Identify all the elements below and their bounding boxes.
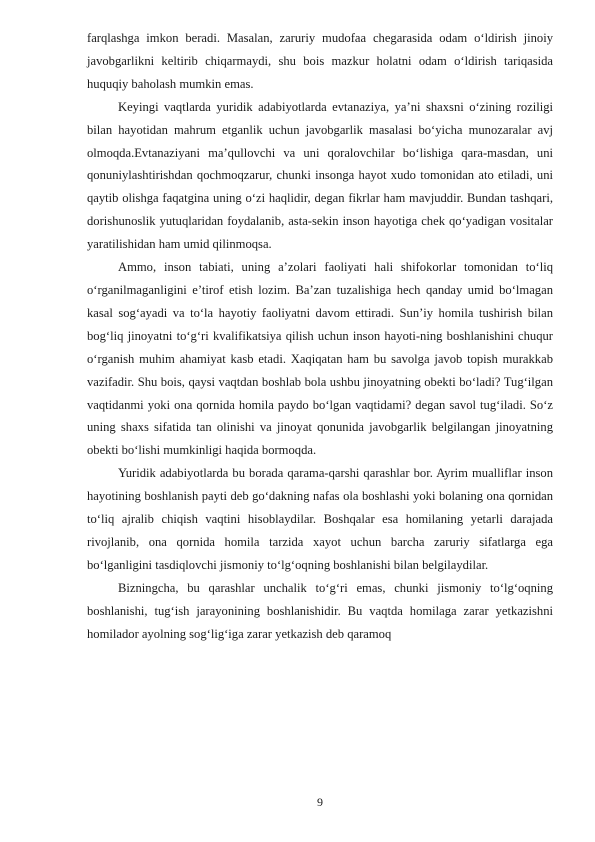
paragraph-2: Keyingi vaqtlarda yuridik adabiyotlarda evtanaziya, ya’ni shaxsni o‘zining roziligi bilan hayotidan mahrum etganlik uchun javobgarlik masalasi bo‘yicha munozaralar avj olmoqda.Evtanaziyani ma’qullovchi va uni qoralovchilar bo‘lishiga qara-masdan, uni qonuniylashtirishdan qochmoqzarur, chunki insonga hayot xudo tomonidan ato etiladi, uni qaytib olishga faqatgina uning o‘zi haqlidir, degan fikrlar ham mavjuddir. Bundan tashqari, dorishunoslik yutuqlaridan foydalanib, asta-sekin inson hayotiga chek qo‘yadigan vositalar yaratilishidan ham umid qilinmoqsa. bbox=[87, 99, 553, 252]
paragraph-4: Yuridik adabiyotlarda bu borada qarama-qarshi qarashlar bor. Ayrim mualliflar inson hayotining boshlanish payti deb go‘dakning nafas ola boshlashi yoki bolaning ona qornidan to‘liq ajralib chiqish vaqtini hisoblaydilar. Boshqalar esa homilaning yetarli darajada rivojlanib, ona qornida homila tarzida xayot uchun barcha zaruriy sifatlarga ega bo‘lganligini tasdiqlovchi jismoniy to‘lg‘oqning boshlanishi bilan belgilaydilar. bbox=[87, 466, 553, 572]
paragraph-1: farqlashga imkon beradi. Masalan, zaruriy mudofaa chegarasida odam o‘ldirish jinoiy javobgarlikni keltirib chiqarmaydi, shu bois mazkur holatni odam o‘ldirish tariqasida huquqiy baholash mumkin emas. bbox=[87, 31, 553, 91]
paragraph-3: Ammo, inson tabiati, uning a’zolari faoliyati hali shifokorlar tomonidan to‘liq o‘rganilmaganligini e’tirof etish lozim. Ba’zan tuzalishiga hech qanday umid bo‘lmagan kasal sog‘ayadi va to‘la hayotiy faoliyatni davom ettiradi. Sun’iy homila tushirish bilan bog‘liq jinoyatni to‘g‘ri kvalifikatsiya qilish uchun inson hayoti-ning boshlanishini chuqur o‘rganish muhim ahamiyat kasb etadi. Xaqiqatan ham bu savolga javob topish murakkab vazifadir. Shu bois, qaysi vaqtdan boshlab bola ushbu jinoyatning obekti bo‘ladi? Tug‘ilgan vaqtidanmi yoki ona qornida homila paydo bo‘lgan vaqtidami? degan savol tug‘iladi. So‘z uning shaxs sifatida tan olinishi va jinoyat qonunida javobgarlik belgilangan jinoyatning obekti bo‘lishi mumkinligi haqida bormoqda. bbox=[87, 260, 553, 458]
document-body bbox=[87, 27, 553, 645]
page-number: 9 bbox=[317, 795, 323, 809]
paragraph-5: Bizningcha, bu qarashlar unchalik to‘g‘ri emas, chunki jismoniy to‘lg‘oqning boshlanishi, tug‘ish jarayonining boshlanishidir. Bu vaqtda homilaga zarar yetkazishni homilador ayolning sog‘lig‘iga zarar yetkazish deb qaramoq bbox=[87, 580, 553, 641]
